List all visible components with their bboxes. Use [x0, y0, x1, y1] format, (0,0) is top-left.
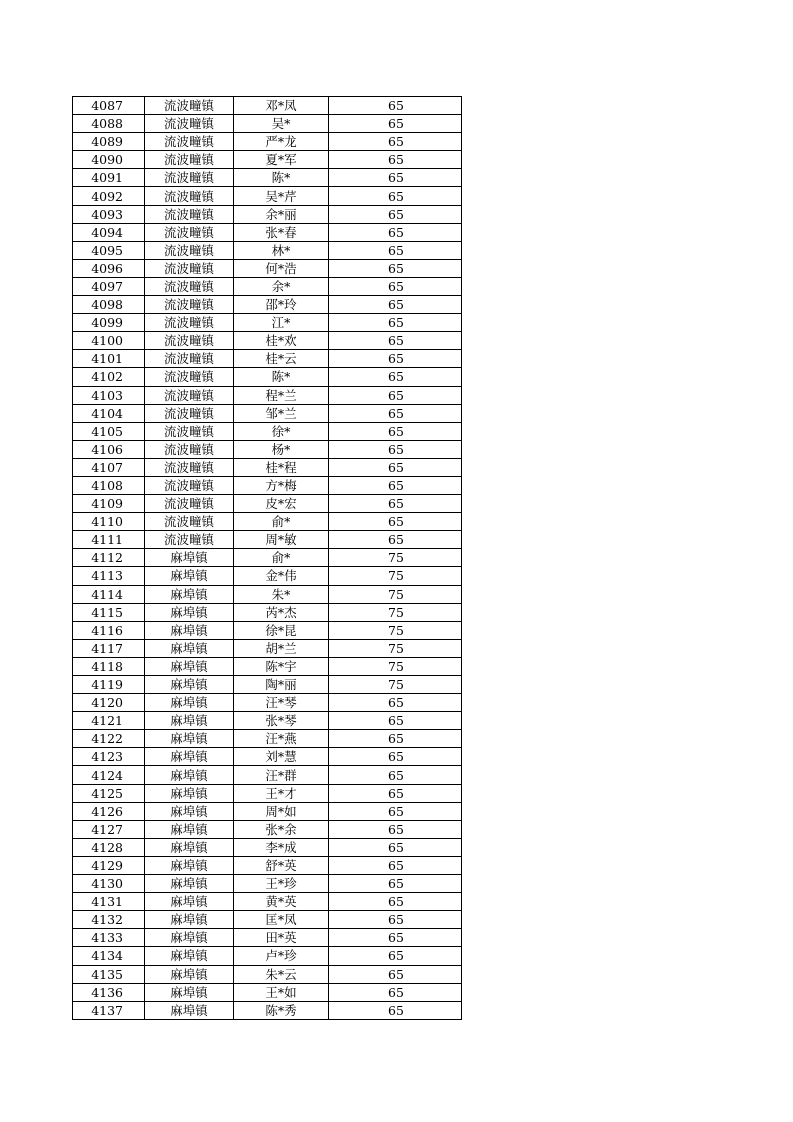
cell-amount: 75 — [329, 639, 462, 657]
table-row — [73, 296, 462, 314]
cell-town: 流波疃镇 — [145, 314, 234, 332]
cell-id: 4124 — [73, 766, 145, 784]
cell-town: 流波疃镇 — [145, 531, 234, 549]
table-row — [73, 277, 462, 295]
cell-name: 林* — [234, 241, 329, 259]
cell-name: 王*如 — [234, 983, 329, 1001]
cell-town: 麻埠镇 — [145, 567, 234, 585]
cell-town: 流波疃镇 — [145, 97, 234, 115]
cell-id: 4119 — [73, 676, 145, 694]
cell-name: 邵*玲 — [234, 296, 329, 314]
table-row — [73, 603, 462, 621]
table-row — [73, 730, 462, 748]
cell-name: 方*梅 — [234, 476, 329, 494]
cell-amount: 75 — [329, 603, 462, 621]
table-row — [73, 838, 462, 856]
cell-name: 桂*欢 — [234, 332, 329, 350]
cell-name: 何*浩 — [234, 259, 329, 277]
cell-name: 陈* — [234, 368, 329, 386]
cell-amount: 65 — [329, 296, 462, 314]
cell-name: 俞* — [234, 549, 329, 567]
table-row — [73, 585, 462, 603]
cell-name: 陈*宇 — [234, 657, 329, 675]
cell-id: 4126 — [73, 802, 145, 820]
cell-id: 4098 — [73, 296, 145, 314]
cell-id: 4133 — [73, 929, 145, 947]
cell-town: 麻埠镇 — [145, 549, 234, 567]
cell-id: 4094 — [73, 223, 145, 241]
table-row — [73, 567, 462, 585]
cell-amount: 65 — [329, 115, 462, 133]
cell-amount: 65 — [329, 368, 462, 386]
table-row — [73, 766, 462, 784]
cell-name: 刘*慧 — [234, 748, 329, 766]
table-row — [73, 368, 462, 386]
cell-id: 4117 — [73, 639, 145, 657]
cell-amount: 65 — [329, 350, 462, 368]
cell-amount: 65 — [329, 277, 462, 295]
cell-name: 黄*英 — [234, 893, 329, 911]
cell-name: 金*伟 — [234, 567, 329, 585]
table-row — [73, 259, 462, 277]
cell-town: 麻埠镇 — [145, 893, 234, 911]
cell-amount: 65 — [329, 983, 462, 1001]
cell-amount: 75 — [329, 567, 462, 585]
cell-town: 流波疃镇 — [145, 350, 234, 368]
cell-id: 4121 — [73, 712, 145, 730]
data-table — [72, 96, 462, 1020]
table-row — [73, 332, 462, 350]
cell-amount: 65 — [329, 187, 462, 205]
cell-amount: 65 — [329, 314, 462, 332]
cell-town: 麻埠镇 — [145, 838, 234, 856]
table-row — [73, 404, 462, 422]
cell-amount: 65 — [329, 404, 462, 422]
cell-name: 陈* — [234, 169, 329, 187]
table-row — [73, 802, 462, 820]
table-row — [73, 856, 462, 874]
cell-amount: 65 — [329, 133, 462, 151]
table-row — [73, 983, 462, 1001]
table-row — [73, 657, 462, 675]
cell-town: 流波疃镇 — [145, 277, 234, 295]
cell-amount: 65 — [329, 766, 462, 784]
cell-id: 4118 — [73, 657, 145, 675]
cell-id: 4122 — [73, 730, 145, 748]
cell-id: 4095 — [73, 241, 145, 259]
cell-amount: 65 — [329, 856, 462, 874]
cell-town: 麻埠镇 — [145, 875, 234, 893]
cell-name: 邹*兰 — [234, 404, 329, 422]
table-row — [73, 875, 462, 893]
table-row — [73, 820, 462, 838]
cell-town: 麻埠镇 — [145, 639, 234, 657]
cell-town: 麻埠镇 — [145, 983, 234, 1001]
cell-name: 陈*秀 — [234, 1001, 329, 1019]
cell-amount: 65 — [329, 730, 462, 748]
cell-town: 麻埠镇 — [145, 657, 234, 675]
cell-name: 俞* — [234, 513, 329, 531]
cell-amount: 65 — [329, 694, 462, 712]
cell-town: 流波疃镇 — [145, 458, 234, 476]
cell-amount: 75 — [329, 585, 462, 603]
cell-id: 4136 — [73, 983, 145, 1001]
cell-amount: 65 — [329, 495, 462, 513]
cell-amount: 65 — [329, 332, 462, 350]
cell-town: 流波疃镇 — [145, 422, 234, 440]
cell-name: 田*英 — [234, 929, 329, 947]
cell-id: 4131 — [73, 893, 145, 911]
cell-name: 桂*云 — [234, 350, 329, 368]
cell-amount: 65 — [329, 513, 462, 531]
cell-id: 4107 — [73, 458, 145, 476]
cell-amount: 65 — [329, 1001, 462, 1019]
cell-name: 余* — [234, 277, 329, 295]
cell-town: 麻埠镇 — [145, 766, 234, 784]
table-row — [73, 350, 462, 368]
cell-town: 流波疃镇 — [145, 151, 234, 169]
cell-name: 吴*芹 — [234, 187, 329, 205]
cell-id: 4128 — [73, 838, 145, 856]
cell-name: 张*琴 — [234, 712, 329, 730]
cell-town: 流波疃镇 — [145, 495, 234, 513]
cell-id: 4111 — [73, 531, 145, 549]
cell-town: 麻埠镇 — [145, 784, 234, 802]
cell-town: 麻埠镇 — [145, 694, 234, 712]
cell-amount: 65 — [329, 476, 462, 494]
cell-name: 程*兰 — [234, 386, 329, 404]
cell-town: 流波疃镇 — [145, 513, 234, 531]
table-row — [73, 947, 462, 965]
cell-amount: 65 — [329, 911, 462, 929]
cell-id: 4129 — [73, 856, 145, 874]
cell-id: 4137 — [73, 1001, 145, 1019]
cell-town: 麻埠镇 — [145, 856, 234, 874]
table-row — [73, 440, 462, 458]
cell-id: 4090 — [73, 151, 145, 169]
cell-amount: 65 — [329, 151, 462, 169]
cell-town: 流波疃镇 — [145, 296, 234, 314]
cell-amount: 65 — [329, 440, 462, 458]
table-body — [73, 97, 462, 1020]
cell-town: 麻埠镇 — [145, 965, 234, 983]
cell-id: 4093 — [73, 205, 145, 223]
cell-amount: 65 — [329, 422, 462, 440]
cell-name: 芮*杰 — [234, 603, 329, 621]
cell-town: 流波疃镇 — [145, 223, 234, 241]
table-row — [73, 965, 462, 983]
cell-amount: 65 — [329, 929, 462, 947]
cell-name: 周*如 — [234, 802, 329, 820]
cell-town: 流波疃镇 — [145, 205, 234, 223]
cell-amount: 65 — [329, 531, 462, 549]
table-row — [73, 712, 462, 730]
table-row — [73, 929, 462, 947]
cell-name: 卢*珍 — [234, 947, 329, 965]
cell-id: 4105 — [73, 422, 145, 440]
cell-id: 4097 — [73, 277, 145, 295]
cell-id: 4112 — [73, 549, 145, 567]
cell-name: 余*丽 — [234, 205, 329, 223]
table-row — [73, 495, 462, 513]
cell-id: 4113 — [73, 567, 145, 585]
cell-id: 4110 — [73, 513, 145, 531]
cell-amount: 65 — [329, 820, 462, 838]
cell-town: 麻埠镇 — [145, 730, 234, 748]
cell-town: 麻埠镇 — [145, 676, 234, 694]
cell-id: 4088 — [73, 115, 145, 133]
cell-amount: 65 — [329, 838, 462, 856]
cell-id: 4091 — [73, 169, 145, 187]
cell-town: 流波疃镇 — [145, 133, 234, 151]
table-row — [73, 513, 462, 531]
table-row — [73, 205, 462, 223]
table-row — [73, 97, 462, 115]
cell-amount: 65 — [329, 259, 462, 277]
cell-town: 流波疃镇 — [145, 476, 234, 494]
cell-id: 4134 — [73, 947, 145, 965]
table-row — [73, 151, 462, 169]
cell-name: 汪*群 — [234, 766, 329, 784]
table-row — [73, 784, 462, 802]
cell-amount: 65 — [329, 802, 462, 820]
cell-id: 4120 — [73, 694, 145, 712]
cell-name: 王*珍 — [234, 875, 329, 893]
cell-amount: 75 — [329, 657, 462, 675]
cell-town: 麻埠镇 — [145, 621, 234, 639]
cell-id: 4127 — [73, 820, 145, 838]
cell-id: 4100 — [73, 332, 145, 350]
cell-id: 4116 — [73, 621, 145, 639]
table-row — [73, 748, 462, 766]
cell-town: 流波疃镇 — [145, 259, 234, 277]
cell-id: 4123 — [73, 748, 145, 766]
cell-name: 江* — [234, 314, 329, 332]
cell-amount: 65 — [329, 875, 462, 893]
cell-id: 4114 — [73, 585, 145, 603]
cell-town: 流波疃镇 — [145, 386, 234, 404]
cell-town: 麻埠镇 — [145, 585, 234, 603]
table-row — [73, 458, 462, 476]
table-row — [73, 531, 462, 549]
cell-amount: 65 — [329, 458, 462, 476]
cell-town: 流波疃镇 — [145, 241, 234, 259]
table-row — [73, 314, 462, 332]
table-row — [73, 549, 462, 567]
cell-name: 徐* — [234, 422, 329, 440]
cell-town: 麻埠镇 — [145, 911, 234, 929]
table-row — [73, 169, 462, 187]
cell-amount: 75 — [329, 621, 462, 639]
cell-name: 朱* — [234, 585, 329, 603]
cell-town: 麻埠镇 — [145, 748, 234, 766]
cell-name: 舒*英 — [234, 856, 329, 874]
cell-town: 流波疃镇 — [145, 169, 234, 187]
cell-town: 麻埠镇 — [145, 712, 234, 730]
cell-name: 周*敏 — [234, 531, 329, 549]
table-row — [73, 133, 462, 151]
cell-name: 桂*程 — [234, 458, 329, 476]
cell-amount: 65 — [329, 947, 462, 965]
cell-id: 4135 — [73, 965, 145, 983]
cell-name: 徐*昆 — [234, 621, 329, 639]
cell-name: 夏*军 — [234, 151, 329, 169]
cell-name: 严*龙 — [234, 133, 329, 151]
table-row — [73, 893, 462, 911]
cell-town: 流波疃镇 — [145, 187, 234, 205]
cell-id: 4130 — [73, 875, 145, 893]
cell-town: 麻埠镇 — [145, 603, 234, 621]
table-row — [73, 223, 462, 241]
cell-town: 流波疃镇 — [145, 404, 234, 422]
table-row — [73, 115, 462, 133]
cell-id: 4106 — [73, 440, 145, 458]
cell-town: 流波疃镇 — [145, 368, 234, 386]
cell-id: 4099 — [73, 314, 145, 332]
cell-name: 王*才 — [234, 784, 329, 802]
cell-amount: 65 — [329, 748, 462, 766]
table-row — [73, 386, 462, 404]
cell-id: 4102 — [73, 368, 145, 386]
cell-name: 匡*凤 — [234, 911, 329, 929]
table-row — [73, 911, 462, 929]
cell-id: 4109 — [73, 495, 145, 513]
cell-id: 4108 — [73, 476, 145, 494]
cell-name: 皮*宏 — [234, 495, 329, 513]
cell-amount: 65 — [329, 893, 462, 911]
cell-name: 张*余 — [234, 820, 329, 838]
cell-amount: 65 — [329, 712, 462, 730]
cell-id: 4115 — [73, 603, 145, 621]
cell-id: 4103 — [73, 386, 145, 404]
cell-amount: 75 — [329, 676, 462, 694]
cell-name: 杨* — [234, 440, 329, 458]
cell-id: 4096 — [73, 259, 145, 277]
cell-town: 麻埠镇 — [145, 820, 234, 838]
table-row — [73, 187, 462, 205]
cell-name: 吴* — [234, 115, 329, 133]
cell-town: 麻埠镇 — [145, 1001, 234, 1019]
cell-id: 4092 — [73, 187, 145, 205]
cell-amount: 65 — [329, 241, 462, 259]
cell-name: 陶*丽 — [234, 676, 329, 694]
table-row — [73, 422, 462, 440]
cell-name: 张*春 — [234, 223, 329, 241]
cell-amount: 65 — [329, 205, 462, 223]
cell-id: 4104 — [73, 404, 145, 422]
cell-town: 麻埠镇 — [145, 929, 234, 947]
cell-town: 麻埠镇 — [145, 802, 234, 820]
cell-id: 4125 — [73, 784, 145, 802]
cell-name: 汪*琴 — [234, 694, 329, 712]
cell-town: 流波疃镇 — [145, 332, 234, 350]
cell-amount: 65 — [329, 169, 462, 187]
cell-name: 胡*兰 — [234, 639, 329, 657]
cell-id: 4089 — [73, 133, 145, 151]
cell-id: 4132 — [73, 911, 145, 929]
cell-id: 4101 — [73, 350, 145, 368]
table-row — [73, 476, 462, 494]
table-row — [73, 676, 462, 694]
cell-name: 邓*凤 — [234, 97, 329, 115]
cell-town: 麻埠镇 — [145, 947, 234, 965]
cell-town: 流波疃镇 — [145, 440, 234, 458]
table-row — [73, 1001, 462, 1019]
cell-amount: 75 — [329, 549, 462, 567]
table-row — [73, 694, 462, 712]
cell-amount: 65 — [329, 965, 462, 983]
cell-name: 朱*云 — [234, 965, 329, 983]
cell-name: 汪*燕 — [234, 730, 329, 748]
cell-town: 流波疃镇 — [145, 115, 234, 133]
table-row — [73, 621, 462, 639]
cell-amount: 65 — [329, 386, 462, 404]
cell-name: 李*成 — [234, 838, 329, 856]
cell-amount: 65 — [329, 223, 462, 241]
table-row — [73, 241, 462, 259]
table-row — [73, 639, 462, 657]
cell-id: 4087 — [73, 97, 145, 115]
cell-amount: 65 — [329, 784, 462, 802]
cell-amount: 65 — [329, 97, 462, 115]
